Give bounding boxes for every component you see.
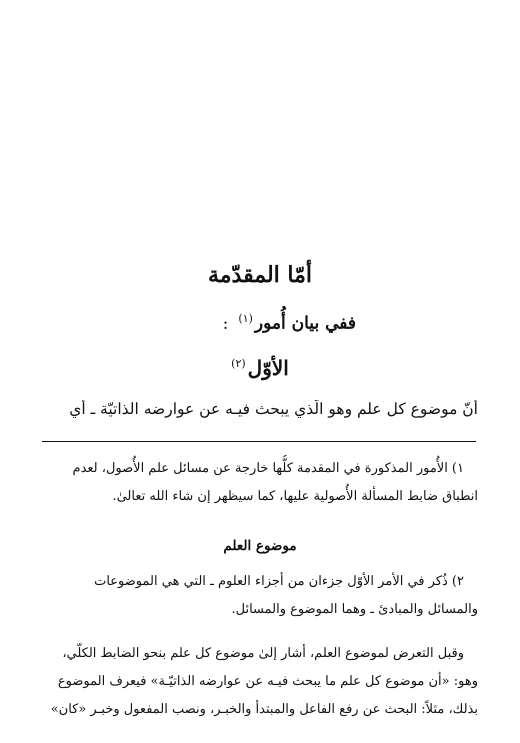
footnote-2-line-2: والمسائل والمبادئ ـ وهما الموضوع والمسائل. <box>231 602 478 617</box>
body-text-line: أنّ موضوع كل علم وهو الّذي يبحث فيـه عن عوارضه الذاتيّة ـ أي <box>69 400 478 418</box>
footnote-2-continuation <box>42 640 478 724</box>
subsection-heading-first <box>0 356 520 380</box>
intro-text: ففي بيان أُمور <box>254 313 356 334</box>
section-heading-introduction: أمّا المقدّمة <box>207 262 313 288</box>
footnote-ref-1: (١) <box>238 312 253 325</box>
intro-line <box>223 312 356 334</box>
footnote-ref-2: (٢) <box>231 357 246 371</box>
footnote-2-cont-line-2: وهو: «أن موضوع كل علم ما يبحث فيـه عن عوارضه الذاتيّـة» فيعرف الموضوع <box>57 674 478 689</box>
footnote-1-line-1: ١) الأُمور المذكورة في المقدمة كلُّها خارجة عن مسائل علم الأُصول، لعدم <box>72 461 464 476</box>
footnote-2-cont-line-1: وقبل التعرض لموضوع العلم، أشار إلىٰ موضوع كل علم بنحو الضابط الكلّي، <box>62 646 464 661</box>
intro-colon: : <box>222 313 229 334</box>
footnote-subheading: موضوع العلم <box>223 538 297 554</box>
footnote-divider <box>42 441 476 442</box>
footnote-1 <box>42 455 478 511</box>
first-heading-text: الأوّل <box>247 356 289 380</box>
footnote-2-cont-line-3: بذلك، مثلاً: البحث عن رفع الفاعل والمبتدأ والخبـر، ونصب المفعول وخبـر «كان» <box>50 702 478 717</box>
footnote-2 <box>42 568 478 624</box>
footnote-1-line-2: انطباق ضابط المسألة الأُصولية عليها، كما سيظهر إن شاء الله تعالىٰ. <box>112 489 478 504</box>
footnote-2-line-1: ٢) ذُكر في الأمر الأوّل جزءان من أجزاء العلوم ـ التي هي الموضوعات <box>94 574 464 589</box>
